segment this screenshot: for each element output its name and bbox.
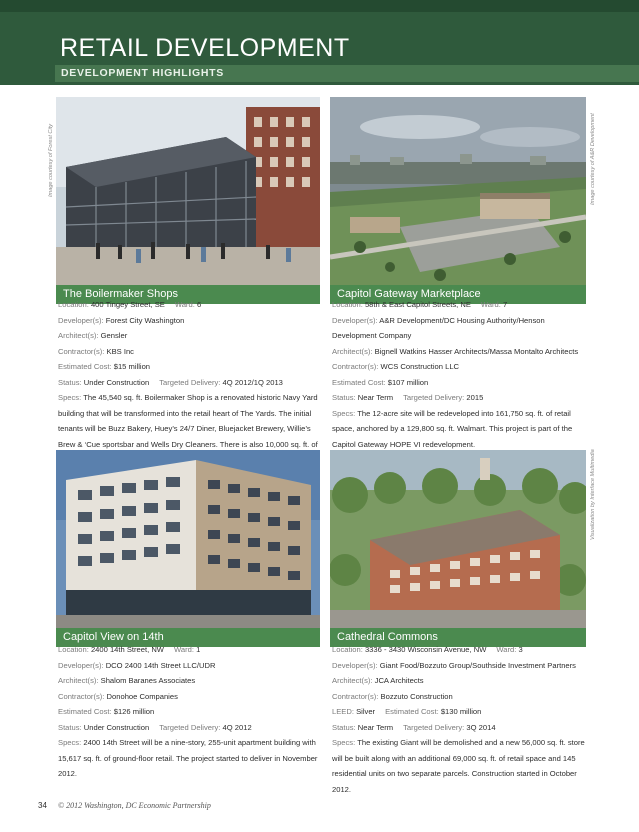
photo-capitol-view-14th — [56, 450, 320, 630]
architect-line: Architect(s): Bignell Watkins Hasser Architects/Massa Montalto Architects — [332, 346, 579, 356]
architect-line: Architect(s): Gensler — [58, 331, 128, 340]
specs-line: Specs: The 12-acre site will be redeveloped into 161,750 sq. ft. of retail space, anchored by a 129,800 sq. ft. Walmart. This project is part of the Capitol Gateway HOPE VI redevelopment. — [332, 408, 573, 449]
location-line: Location: 58th & East Capitol Streets, NE Ward: 7 — [332, 300, 508, 309]
status-line: Status: Near Term Targeted Delivery: 2015 — [332, 393, 484, 402]
cost-line: Estimated Cost: $15 million — [58, 362, 151, 371]
location-line: Location: 2400 14th Street, NW Ward: 1 — [58, 645, 201, 654]
caption-boilermaker-shops: The Boilermaker Shops — [56, 285, 320, 304]
page-title: RETAIL DEVELOPMENT — [60, 34, 350, 62]
photo-credit-gateway: Image courtesy of A&R Development — [590, 113, 596, 205]
contractor-line: Contractor(s): KBS Inc — [58, 346, 134, 356]
header-accent-strip — [0, 0, 639, 12]
photo-capitol-gateway — [330, 97, 586, 285]
info-cathedral-commons — [332, 642, 588, 797]
contractor-line: Contractor(s): Donohoe Companies — [58, 691, 178, 701]
info-boilermaker-shops — [58, 297, 322, 468]
location-line: Location: 3336 - 3430 Wisconsin Avenue, NW Ward: 3 — [332, 645, 523, 654]
subtitle-bar — [55, 65, 639, 82]
info-capitol-gateway — [332, 297, 588, 452]
photo-cathedral-commons — [330, 450, 586, 630]
developer-line: Developer(s): Giant Food/Bozzuto Group/Southside Investment Partners — [332, 660, 576, 670]
copyright: © 2012 Washington, DC Economic Partnership — [58, 801, 211, 810]
status-line: Status: Under Construction Targeted Delivery: 4Q 2012 — [58, 722, 252, 732]
cost-line: Estimated Cost: $107 million — [332, 377, 429, 387]
caption-cathedral-commons: Cathedral Commons — [330, 628, 586, 647]
specs-line: Specs: The 45,540 sq. ft. Boilermaker Shop is a renovated historic Navy Yard building that will be transformed into the retail heart of The Yards. The initial tenants will be Buzz Bakery, Huey’s 24/7 Diner, Bluejacket Brewery, Willie’s Brew & ‘Cue sportsbar and Wells Dry Cleaners. There is also 10,000 sq. ft. of — [58, 393, 318, 449]
location-line: Location: 400 Tingey Street, SE Ward: 6 — [58, 300, 202, 309]
page-number: 34 — [38, 801, 47, 810]
specs-line: Specs: The existing Giant will be demolished and a new 56,000 sq. ft. store will be built along with an additional 69,000 sq. ft. of retail space and 145 residential units on two separate parcels. Construction started in October 2012. — [332, 738, 585, 794]
status-line: Status: Near Term Targeted Delivery: 3Q 2014 — [332, 722, 496, 732]
developer-line: Developer(s): DCO 2400 14th Street LLC/UDR — [58, 660, 216, 670]
caption-capitol-gateway: Capitol Gateway Marketplace — [330, 285, 586, 304]
cost-line: Estimated Cost: $126 million — [58, 707, 155, 716]
developer-line: Developer(s): A&R Development/DC Housing Authority/Henson Development Company — [332, 315, 545, 340]
contractor-line: Contractor(s): WCS Construction LLC — [332, 362, 460, 371]
header-banner — [0, 0, 639, 85]
photo-credit-boilermaker: Image courtesy of Forest City — [48, 123, 54, 197]
architect-line: Architect(s): Shalom Baranes Associates — [58, 676, 196, 685]
specs-line: Specs: 2400 14th Street will be a nine-story, 255-unit apartment building with 15,617 sq. ft. of ground-floor retail. The project started to deliver in November 2012. — [58, 738, 318, 778]
page-subtitle: DEVELOPMENT HIGHLIGHTS — [61, 67, 224, 79]
info-capitol-view-14th — [58, 642, 322, 782]
status-line: Status: Under Construction Targeted Delivery: 4Q 2012/1Q 2013 — [58, 377, 283, 387]
architect-line: Architect(s): JCA Architects — [332, 676, 424, 685]
developer-line: Developer(s): Forest City Washington — [58, 315, 185, 325]
contractor-line: Contractor(s): Bozzuto Construction — [332, 691, 453, 701]
photo-boilermaker-shops — [56, 97, 320, 285]
photo-credit-cathedral: Visualization by Interface Multimedia — [590, 449, 596, 540]
caption-capitol-view-14th: Capitol View on 14th — [56, 628, 320, 647]
leed-cost-line: LEED: Silver Estimated Cost: $130 million — [332, 707, 482, 716]
